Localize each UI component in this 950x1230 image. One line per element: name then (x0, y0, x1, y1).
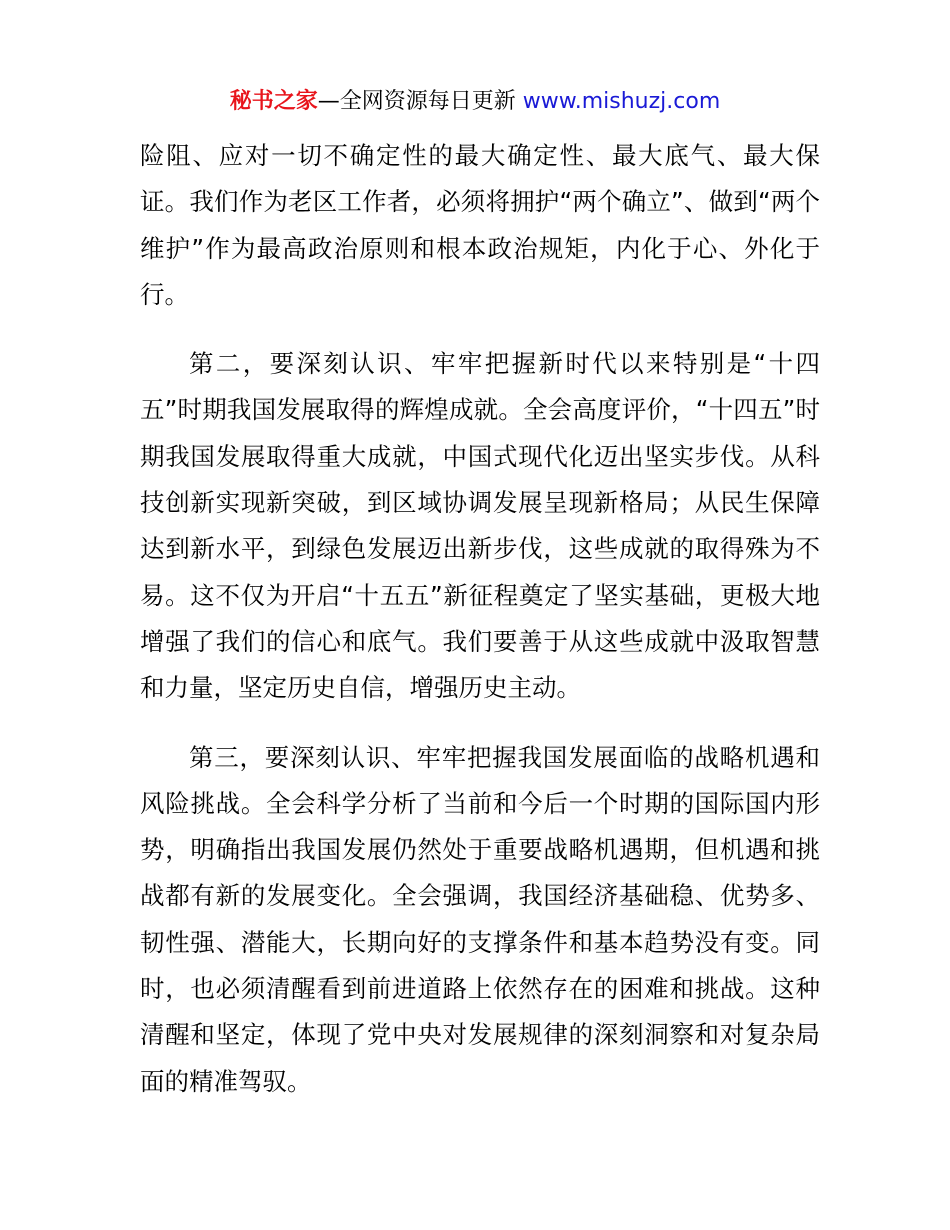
paragraph-continuation: 险阻、应对一切不确定性的最大确定性、最大底气、最大保证。我们作为老区工作者，必须将拥护“两个确立”、做到“两个维护”作为最高政治原则和根本政治规矩，内化于心、外化于行。 (140, 141, 820, 309)
paragraph-third-point: 第三，要深刻认识、牢牢把握我国发展面临的战略机遇和风险挑战。全会科学分析了当前和今后一个时期的国际国内形势，明确指出我国发展仍然处于重要战略机遇期，但机遇和挑战都有新的发展变化。全会强调，我国经济基础稳、优势多、韧性强、潜能大，长期向好的支撑条件和基本趋势没有变。同时，也必须清醒看到前进道路上依然存在的困难和挑战。这种清醒和坚定，体现了党中央对发展规律的深刻洞察和对复杂局面的精准驾驭。 (140, 742, 820, 1096)
brand-name: 秘书之家 (229, 89, 318, 114)
document-body (140, 133, 820, 1105)
paragraph-second-point: 第二，要深刻认识、牢牢把握新时代以来特别是“十四五”时期我国发展取得的辉煌成就。全会高度评价，“十四五”时期我国发展取得重大成就，中国式现代化迈出坚实步伐。从科技创新实现新突破，到区域协调发展呈现新格局；从民生保障达到新水平，到绿色发展迈出新步伐，这些成就的取得殊为不易。这不仅为开启“十五五”新征程奠定了坚实基础，更极大地增强了我们的信心和底气。我们要善于从这些成就中汲取智慧和力量，坚定历史自信，增强历史主动。 (140, 349, 820, 703)
header-tagline: —全网资源每日更新 (317, 89, 516, 114)
site-url-link[interactable]: www.mishuzj.com (522, 89, 721, 114)
page-header (0, 86, 950, 118)
